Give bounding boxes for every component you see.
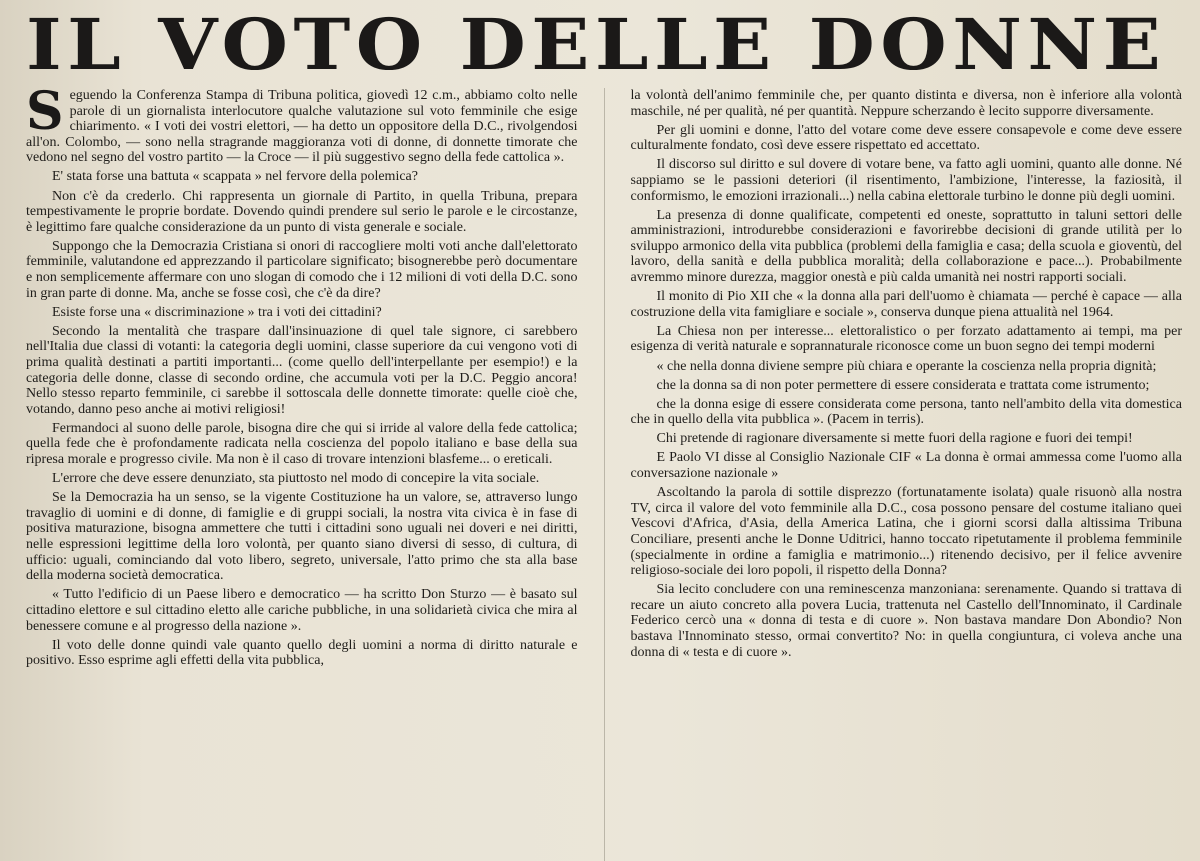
right-column [631, 88, 1183, 861]
paragraph: Ascoltando la parola di sottile disprezzo (fortunatamente isolata) quale risuonò alla nostra TV, circa il valore del voto femminile alla D.C., cosa possono pensare del costume italiano quei Vescovi d'Africa, d'Asia, della America Latina, che i giorni scorsi dalla altissima Tribuna Conciliare, presenti anche le Donne Uditrici, hanno toccato ripetutamente il problema femminile (specialmente in ordine a famiglia e matrimonio...) ritenendo decisivo, per il felice avvenire religioso-sociale dei loro popoli, il rispetto della Donna? [630, 485, 1182, 579]
paragraph: « che nella donna diviene sempre più chiara e operante la coscienza nella propria dignità; [656, 358, 1157, 374]
paragraph: L'errore che deve essere denunziato, sta piuttosto nel modo di concepire la vita sociale. [52, 471, 540, 487]
paragraph: Se la Democrazia ha un senso, se la vigente Costituzione ha un valore, se, attraverso lungo travaglio di uomini e di donne, di famiglie e di gruppi sociali, la nostra vita civica è in fase di positiva maturazione, bisogna ammettere che tutti i cittadini sono uguali nei doveri e nei diritti, nelle espressioni legittime della loro volontà, per quanto siano diversi di sesso, di cultura, di ufficio: uguali, cominciando dal voto libero, segreto, universale, l'atto primo che sta alla base della moderna società democratica. [26, 490, 578, 584]
paragraph: La presenza di donne qualificate, competenti ed oneste, soprattutto in taluni settori delle amministrazioni, introdurebbe considerazioni e favorirebbe decisioni di grande utilità per lo sviluppo armonico della vita pubblica (problemi della famiglia e casa; della scuola e gioventù, del lavoro, della sanità e della pubblica moralità; della collaborazione e pace...). Probabilmente avremmo minore durezza, maggior onestà e più calda umanità nei nostri rapporti sociali. [630, 207, 1182, 286]
paragraph: Non c'è da crederlo. Chi rappresenta un giornale di Partito, in quella Tribuna, prepara tempestivamente le proprie bordate. Dovendo quindi prendere sul serio le parole e le circostanze, è legittimo fare qualche considerazione da un punto di vista generale e sociale. [26, 188, 578, 235]
paragraph: Esiste forse una « discriminazione » tra i voti dei cittadini? [52, 304, 382, 320]
paragraph: Suppongo che la Democrazia Cristiana si onori di raccogliere molti voti anche dall'elettorato femminile, valutandone ed apprezzando il particolare significato; bisognerebbe però documentare e non semplicemente affermare con uno slogan di comodo che i 12 milioni di voti della D.C. sono in gran parte di donne. Ma, anche se fosse così, che c'è da dire? [26, 238, 578, 301]
paragraph: Il discorso sul diritto e sul dovere di votare bene, va fatto agli uomini, quanto alle donne. Né sappiamo se le passioni deteriori (il risentimento, l'ambizione, l'interesse, la faziosità, il conformismo, le emozioni irrazionali...) nella cabina elettorale turbino le donne più degli uomini. [630, 157, 1182, 204]
paragraph: Per gli uomini e donne, l'atto del votare come deve essere consapevole e come deve essere culturalmente fondato, così deve essere rispettato ed accettato. [630, 122, 1182, 154]
paragraph: Il monito di Pio XII che « la donna alla pari dell'uomo è chiamata — perché è capace — alla costruzione della vita famigliare e sociale », conserva dunque piena attualità nel 1964. [630, 289, 1182, 320]
left-column [26, 88, 578, 861]
paragraph: la volontà dell'animo femminile che, per quanto distinta e diversa, non è inferiore alla volontà maschile, né per qualità, né per quantità. Neppure scherzando è lecito supporre diversamente. [630, 88, 1182, 119]
paragraph: Seguendo la Conferenza Stampa di Tribuna politica, giovedì 12 c.m., abbiamo colto nelle parole di un giornalista interlocutore qualche valutazione sul voto femminile che esige chiarimento. « I voti dei vostri elettori, — ha detto un oppositore della D.C., rivolgendosi all'on. Colombo, — sono nella stragrande maggioranza voti di donne, di donnette timorate che vedono nel segno del vostro partito — la Croce — il più suggestivo segno della fede cattolica ». [26, 88, 578, 166]
drop-cap: S [26, 88, 64, 142]
paragraph: Il voto delle donne quindi vale quanto quello degli uomini a norma di diritto naturale e positivo. Esso esprime agli effetti della vita pubblica, [26, 637, 578, 669]
headline: IL VOTO DELLE DONNE [26, 3, 1167, 86]
paragraph: E Paolo VI disse al Consiglio Nazionale CIF « La donna è ormai ammessa come l'uomo alla conversazione nazionale » [630, 450, 1182, 482]
paragraph: La Chiesa non per interesse... elettoralistico o per forzato adattamento ai tempi, ma per esigenza di verità naturale e soprannaturale riconosce come un buon segno dei tempi moderni [630, 323, 1182, 355]
paragraph: Chi pretende di ragionare diversamente si mette fuori della ragione e fuori dei tempi! [656, 431, 1133, 447]
paragraph: Fermandoci al suono delle parole, bisogna dire che qui si irride al valore della fede cattolica; quella fede che è profondamente radicata nella coscienza del popolo italiano e base della sua ripresa morale e progresso civile. Ma non è il caso di trovare intenzioni blasfeme... o ereticali. [26, 420, 578, 468]
paragraph: che la donna esige di essere considerata come persona, tanto nell'ambito della vita domestica che in quello della vita pubblica ». (Pacem in terris). [630, 396, 1182, 428]
paragraph: « Tutto l'edificio di un Paese libero e democratico — ha scritto Don Sturzo — è basato sul cittadino elettore e sul cittadino eletto alle cariche pubbliche, in una solidarietà civica che mira al benessere comune e al progresso della nazione ». [26, 587, 578, 634]
paragraph: che la donna sa di non poter permettere di essere considerata e trattata come istrumento; [656, 377, 1150, 393]
column-divider [604, 88, 605, 861]
paragraph: Sia lecito concludere con una reminescenza manzoniana: serenamente. Quando si trattava di recare un aiuto concreto alla povera Lucia, trattenuta nel Castello dell'Innominato, il Cardinale Federico cercò una « donna di testa e di cuore ». Non bastava mandare Don Abondio? Non bastava l'Innominato stesso, ormai convertito? No: in quella congiuntura, ci voleva anche una donna di « testa e di cuore ». [630, 582, 1182, 660]
paragraph: E' stata forse una battuta « scappata » nel fervore della polemica? [52, 169, 418, 185]
article-columns [26, 88, 1182, 861]
paragraph: Secondo la mentalità che traspare dall'insinuazione di quel tale signore, ci sarebbero nell'Italia due classi di votanti: la categoria degli uomini, classe superiore da cui vengono voti di prima qualità destinati a partiti importanti... (come quello dell'interpellante per esempio!) e la categoria delle donne, classe di secondo ordine, che accumula voti per la D.C. Peggio ancora! Nello stesso reparto femminile, ci sarebbe il sottoscala delle donnette timorate: quelle cioè che, votando, danno peso anche ai motivi religiosi! [26, 323, 578, 417]
